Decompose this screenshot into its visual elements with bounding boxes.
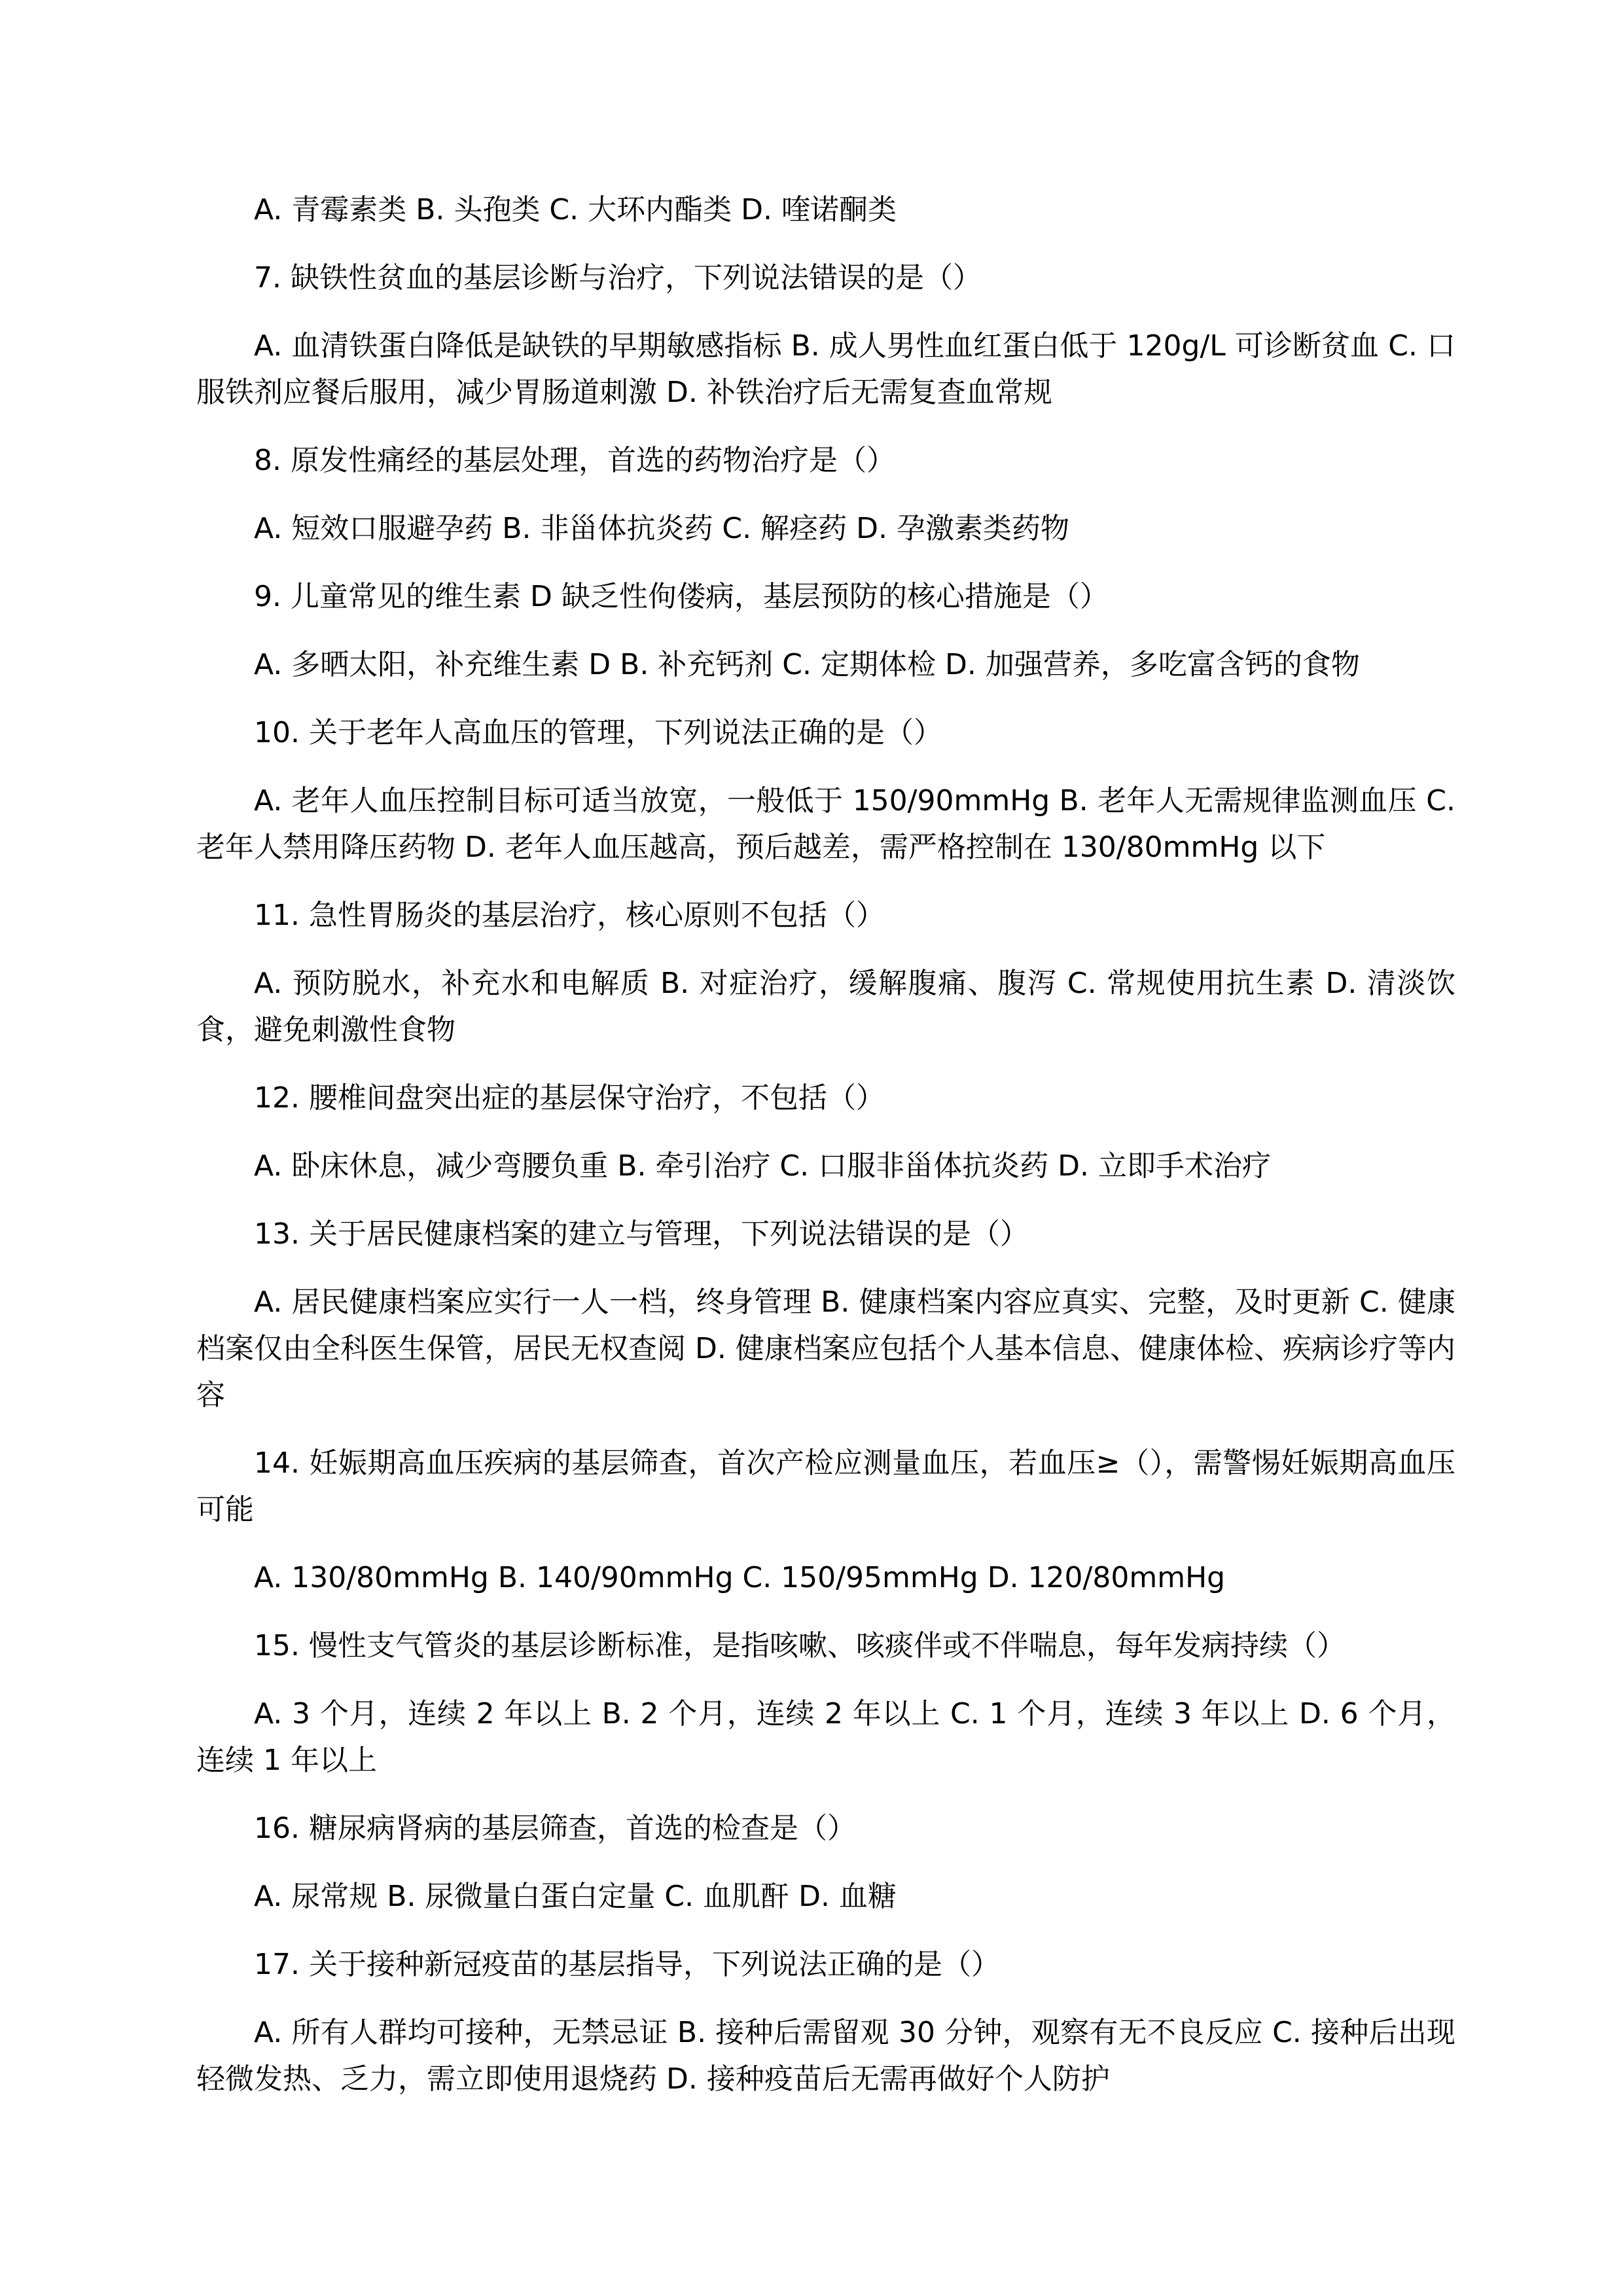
question-paragraph: 15. 慢性支气管炎的基层诊断标准，是指咳嗽、咳痰伴或不伴喘息，每年发病持续（） bbox=[254, 1629, 1346, 1662]
question-paragraph: A. 3 个月，连续 2 年以上 B. 2 个月，连续 2 年以上 C. 1 个月，连续 3 年以上 D. 6 个月，连续 1 年以上 bbox=[196, 1697, 1455, 1777]
question-paragraph: 12. 腰椎间盘突出症的基层保守治疗，不包括（） bbox=[254, 1081, 885, 1115]
question-paragraph: 13. 关于居民健康档案的建立与管理，下列说法错误的是（） bbox=[254, 1217, 1029, 1251]
question-paragraph: 8. 原发性痛经的基层处理，首选的药物治疗是（） bbox=[254, 444, 895, 477]
question-paragraph: 7. 缺铁性贫血的基层诊断与治疗，下列说法错误的是（） bbox=[254, 261, 982, 295]
question-paragraph: A. 血清铁蛋白降低是缺铁的早期敏感指标 B. 成人男性血红蛋白低于 120g/L 可诊断贫血 C. 口服铁剂应餐后服用，减少胃肠道刺激 D. 补铁治疗后无需复查血常规 bbox=[196, 329, 1455, 409]
question-list bbox=[196, 187, 1455, 2124]
question-paragraph: 14. 妊娠期高血压疾病的基层筛查，首次产检应测量血压，若血压≥（），需警惕妊娠期高血压可能 bbox=[196, 1446, 1455, 1526]
question-paragraph: A. 所有人群均可接种，无禁忌证 B. 接种后需留观 30 分钟，观察有无不良反应 C. 接种后出现轻微发热、乏力，需立即使用退烧药 D. 接种疫苗后无需再做好个人防护 bbox=[196, 2016, 1455, 2096]
question-paragraph: A. 预防脱水，补充水和电解质 B. 对症治疗，缓解腹痛、腹泻 C. 常规使用抗生素 D. 清淡饮食，避免刺激性食物 bbox=[196, 967, 1455, 1047]
question-paragraph: A. 短效口服避孕药 B. 非甾体抗炎药 C. 解痉药 D. 孕激素类药物 bbox=[254, 512, 1069, 545]
question-paragraph: A. 居民健康档案应实行一人一档，终身管理 B. 健康档案内容应真实、完整，及时更新 C. 健康档案仅由全科医生保管，居民无权查阅 D. 健康档案应包括个人基本信息、健康体检、疾病诊疗等内容 bbox=[196, 1285, 1455, 1412]
question-paragraph: 9. 儿童常见的维生素 D 缺乏性佝偻病，基层预防的核心措施是（） bbox=[254, 580, 1109, 613]
question-paragraph: 11. 急性胃肠炎的基层治疗，核心原则不包括（） bbox=[254, 899, 885, 932]
question-paragraph: A. 尿常规 B. 尿微量白蛋白定量 C. 血肌酐 D. 血糖 bbox=[254, 1880, 897, 1913]
question-paragraph: A. 卧床休息，减少弯腰负重 B. 牵引治疗 C. 口服非甾体抗炎药 D. 立即手术治疗 bbox=[254, 1149, 1271, 1183]
question-paragraph: A. 老年人血压控制目标可适当放宽，一般低于 150/90mmHg B. 老年人无需规律监测血压 C. 老年人禁用降压药物 D. 老年人血压越高，预后越差，需严格控制在 130/80mmHg 以下 bbox=[196, 784, 1455, 864]
question-paragraph: 10. 关于老年人高血压的管理，下列说法正确的是（） bbox=[254, 716, 942, 749]
question-paragraph: A. 青霉素类 B. 头孢类 C. 大环内酯类 D. 喹诺酮类 bbox=[254, 193, 897, 226]
question-paragraph: A. 130/80mmHg B. 140/90mmHg C. 150/95mmHg D. 120/80mmHg bbox=[254, 1561, 1226, 1594]
question-paragraph: 16. 糖尿病肾病的基层筛查，首选的检查是（） bbox=[254, 1812, 856, 1845]
question-paragraph: 17. 关于接种新冠疫苗的基层指导，下列说法正确的是（） bbox=[254, 1948, 1000, 1981]
question-paragraph: A. 多晒太阳，补充维生素 D B. 补充钙剂 C. 定期体检 D. 加强营养，多吃富含钙的食物 bbox=[254, 648, 1360, 681]
